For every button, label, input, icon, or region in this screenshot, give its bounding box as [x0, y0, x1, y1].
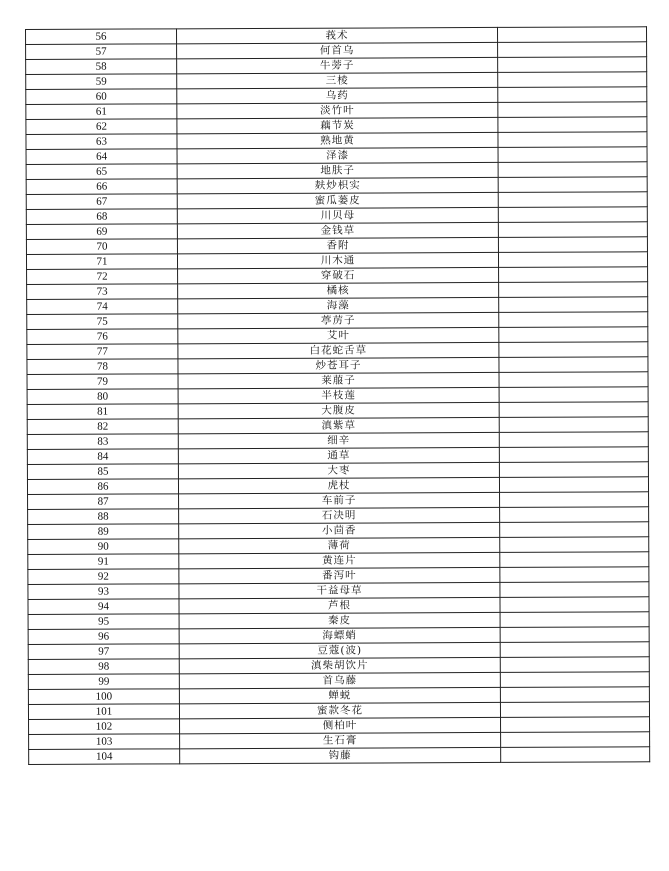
- row-number-cell: 74: [27, 299, 178, 315]
- row-number-cell: 66: [26, 179, 177, 195]
- remark-cell: [498, 42, 647, 58]
- row-number-cell: 78: [27, 359, 178, 375]
- row-number-cell: 64: [26, 149, 177, 165]
- row-number-cell: 92: [28, 569, 179, 585]
- remark-cell: [500, 657, 649, 673]
- remark-cell: [500, 627, 649, 643]
- herb-name-cell: 蜜款冬花: [179, 702, 500, 718]
- row-number-cell: 88: [28, 509, 179, 525]
- herb-list-table: [25, 26, 650, 765]
- herb-name-cell: 大枣: [178, 462, 499, 478]
- remark-cell: [500, 582, 649, 598]
- remark-cell: [500, 507, 649, 523]
- herb-name-cell: 莱菔子: [178, 372, 499, 388]
- row-number-cell: 67: [26, 194, 177, 210]
- herb-name-cell: 大腹皮: [178, 402, 499, 418]
- remark-cell: [498, 57, 647, 73]
- table-body: [26, 27, 650, 765]
- row-number-cell: 59: [26, 74, 177, 90]
- row-number-cell: 69: [26, 224, 177, 240]
- row-number-cell: 87: [28, 494, 179, 510]
- row-number-cell: 97: [28, 644, 179, 660]
- remark-cell: [500, 687, 649, 703]
- remark-cell: [500, 567, 649, 583]
- herb-name-cell: 三棱: [177, 72, 498, 88]
- remark-cell: [501, 747, 650, 763]
- remark-cell: [498, 102, 647, 118]
- remark-cell: [498, 162, 647, 178]
- herb-name-cell: 香附: [177, 237, 498, 253]
- herb-name-cell: 生石膏: [180, 732, 501, 748]
- remark-cell: [500, 642, 649, 658]
- row-number-cell: 63: [26, 134, 177, 150]
- row-number-cell: 60: [26, 89, 177, 105]
- herb-name-cell: 虎杖: [178, 477, 499, 493]
- herb-name-cell: 通草: [178, 447, 499, 463]
- remark-cell: [498, 222, 647, 238]
- row-number-cell: 95: [28, 614, 179, 630]
- herb-name-cell: 干益母草: [179, 582, 500, 598]
- herb-name-cell: 川贝母: [177, 207, 498, 223]
- herb-name-cell: 藕节炭: [177, 117, 498, 133]
- row-number-cell: 94: [28, 599, 179, 615]
- row-number-cell: 80: [27, 389, 178, 405]
- row-number-cell: 75: [27, 314, 178, 330]
- row-number-cell: 77: [27, 344, 178, 360]
- herb-name-cell: 小茴香: [179, 522, 500, 538]
- row-number-cell: 83: [27, 434, 178, 450]
- row-number-cell: 103: [29, 734, 180, 750]
- row-number-cell: 104: [29, 749, 180, 765]
- herb-name-cell: 乌药: [177, 87, 498, 103]
- row-number-cell: 82: [27, 419, 178, 435]
- remark-cell: [499, 357, 648, 373]
- row-number-cell: 101: [28, 704, 179, 720]
- row-number-cell: 68: [26, 209, 177, 225]
- herb-name-cell: 熟地黄: [177, 132, 498, 148]
- remark-cell: [501, 732, 650, 748]
- remark-cell: [499, 417, 648, 433]
- row-number-cell: 79: [27, 374, 178, 390]
- row-number-cell: 56: [26, 29, 177, 45]
- remark-cell: [500, 492, 649, 508]
- remark-cell: [498, 177, 647, 193]
- herb-name-cell: 半枝莲: [178, 387, 499, 403]
- remark-cell: [500, 672, 649, 688]
- herb-name-cell: 穿破石: [178, 267, 499, 283]
- remark-cell: [498, 237, 647, 253]
- remark-cell: [499, 267, 648, 283]
- herb-name-cell: 白花蛇舌草: [178, 342, 499, 358]
- remark-cell: [498, 72, 647, 88]
- herb-name-cell: 淡竹叶: [177, 102, 498, 118]
- herb-name-cell: 蜜瓜蒌皮: [177, 192, 498, 208]
- remark-cell: [499, 297, 648, 313]
- herb-name-cell: 秦皮: [179, 612, 500, 628]
- remark-cell: [498, 132, 647, 148]
- remark-cell: [499, 327, 648, 343]
- remark-cell: [500, 597, 649, 613]
- herb-name-cell: 何首乌: [177, 42, 498, 58]
- herb-name-cell: 麸炒枳实: [177, 177, 498, 193]
- herb-name-cell: 橘核: [178, 282, 499, 298]
- remark-cell: [498, 87, 647, 103]
- herb-name-cell: 海螵蛸: [179, 627, 500, 643]
- remark-cell: [500, 537, 649, 553]
- herb-name-cell: 车前子: [179, 492, 500, 508]
- row-number-cell: 89: [28, 524, 179, 540]
- remark-cell: [497, 27, 646, 43]
- row-number-cell: 70: [26, 239, 177, 255]
- remark-cell: [501, 717, 650, 733]
- herb-name-cell: 滇紫草: [178, 417, 499, 433]
- herb-name-cell: 滇柴胡饮片: [179, 657, 500, 673]
- herb-name-cell: 细辛: [178, 432, 499, 448]
- herb-name-cell: 芦根: [179, 597, 500, 613]
- remark-cell: [498, 252, 647, 268]
- herb-name-cell: 炒苍耳子: [178, 357, 499, 373]
- remark-cell: [500, 702, 649, 718]
- remark-cell: [499, 402, 648, 418]
- herb-name-cell: 石决明: [179, 507, 500, 523]
- remark-cell: [500, 522, 649, 538]
- row-number-cell: 90: [28, 539, 179, 555]
- row-number-cell: 93: [28, 584, 179, 600]
- herb-name-cell: 金钱草: [177, 222, 498, 238]
- row-number-cell: 85: [27, 464, 178, 480]
- row-number-cell: 58: [26, 59, 177, 75]
- remark-cell: [499, 342, 648, 358]
- remark-cell: [499, 432, 648, 448]
- herb-name-cell: 葶苈子: [178, 312, 499, 328]
- herb-name-cell: 侧柏叶: [180, 717, 501, 733]
- remark-cell: [499, 477, 648, 493]
- remark-cell: [498, 192, 647, 208]
- remark-cell: [499, 282, 648, 298]
- row-number-cell: 91: [28, 554, 179, 570]
- herb-name-cell: 泽漆: [177, 147, 498, 163]
- herb-name-cell: 黄连片: [179, 552, 500, 568]
- row-number-cell: 86: [27, 479, 178, 495]
- table-row: [29, 747, 650, 765]
- row-number-cell: 71: [26, 254, 177, 270]
- row-number-cell: 57: [26, 44, 177, 60]
- herb-name-cell: 地肤子: [177, 162, 498, 178]
- remark-cell: [498, 207, 647, 223]
- herb-name-cell: 川木通: [177, 252, 498, 268]
- herb-name-cell: 海藻: [178, 297, 499, 313]
- row-number-cell: 99: [28, 674, 179, 690]
- remark-cell: [498, 147, 647, 163]
- herb-name-cell: 牛蒡子: [177, 57, 498, 73]
- row-number-cell: 61: [26, 104, 177, 120]
- row-number-cell: 96: [28, 629, 179, 645]
- remark-cell: [499, 372, 648, 388]
- row-number-cell: 100: [28, 689, 179, 705]
- row-number-cell: 81: [27, 404, 178, 420]
- row-number-cell: 62: [26, 119, 177, 135]
- herb-name-cell: 豆蔻(波): [179, 642, 500, 658]
- herb-name-cell: 薄荷: [179, 537, 500, 553]
- herb-name-cell: 首乌藤: [179, 672, 500, 688]
- remark-cell: [499, 387, 648, 403]
- remark-cell: [499, 447, 648, 463]
- row-number-cell: 102: [29, 719, 180, 735]
- row-number-cell: 65: [26, 164, 177, 180]
- row-number-cell: 76: [27, 329, 178, 345]
- remark-cell: [500, 552, 649, 568]
- row-number-cell: 72: [27, 269, 178, 285]
- herb-name-cell: 蝉蜕: [179, 687, 500, 703]
- herb-name-cell: 钩藤: [180, 747, 501, 763]
- herb-name-cell: 番泻叶: [179, 567, 500, 583]
- remark-cell: [498, 117, 647, 133]
- remark-cell: [499, 462, 648, 478]
- herb-name-cell: 莪术: [177, 27, 498, 43]
- row-number-cell: 73: [27, 284, 178, 300]
- row-number-cell: 84: [27, 449, 178, 465]
- remark-cell: [499, 312, 648, 328]
- remark-cell: [500, 612, 649, 628]
- row-number-cell: 98: [28, 659, 179, 675]
- herb-name-cell: 艾叶: [178, 327, 499, 343]
